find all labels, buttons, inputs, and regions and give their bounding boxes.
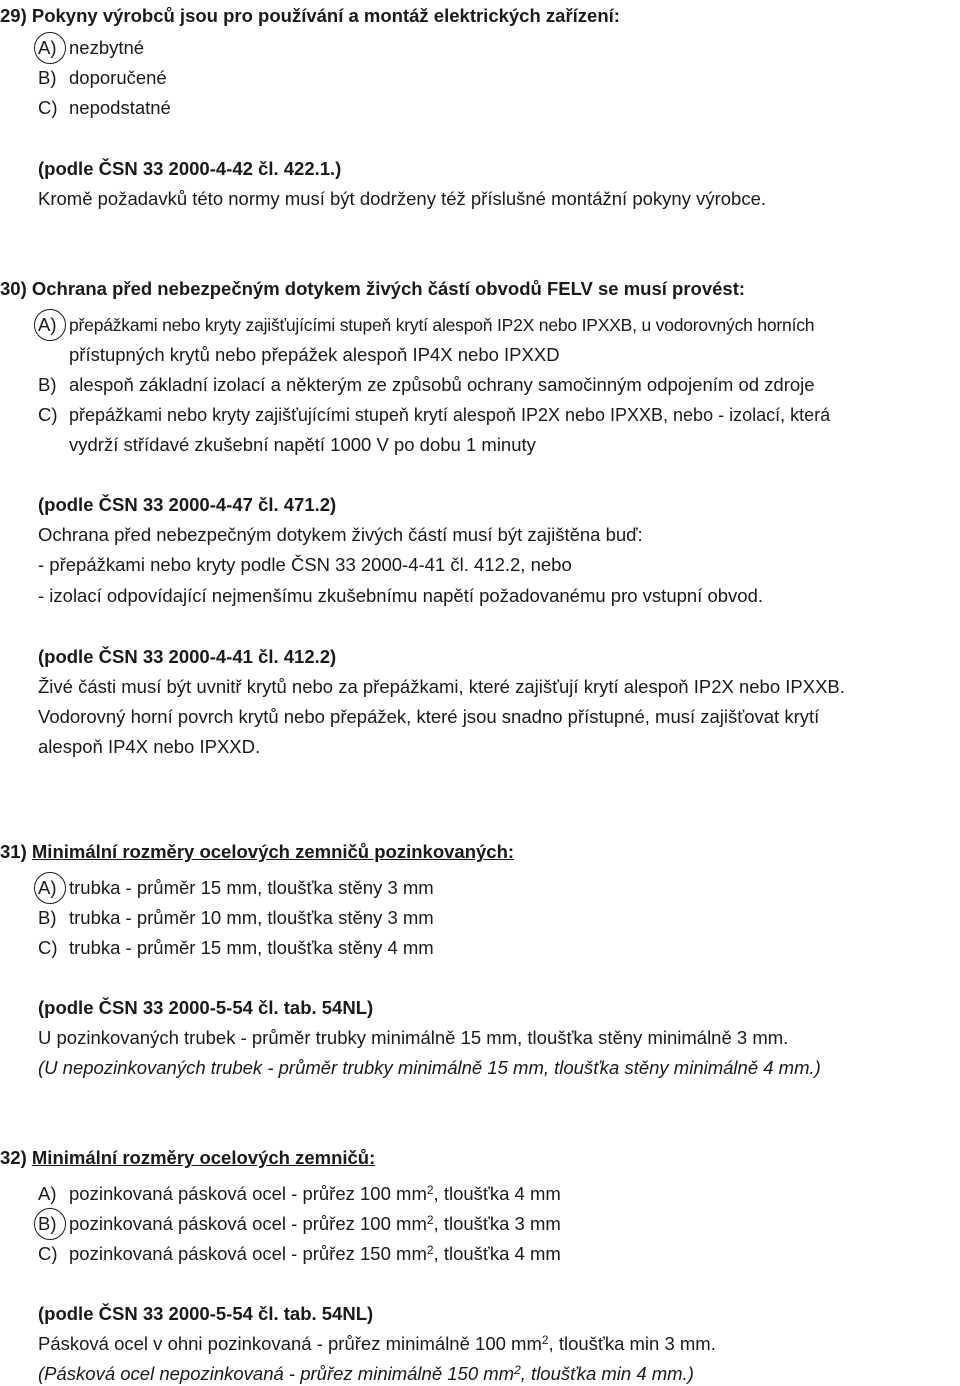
q29-reference: (podle ČSN 33 2000-4-42 čl. 422.1.) <box>38 158 342 179</box>
option-text: trubka - průměr 10 mm, tloušťka stěny 3 mm <box>69 907 434 928</box>
option-letter: A) <box>38 877 57 898</box>
superscript: 2 <box>426 1183 434 1197</box>
option-text-rest: , tloušťka 3 mm <box>433 1213 561 1234</box>
option-text: přepážkami nebo kryty zajišťujícími stupeň krytí alespoň IP2X nebo IPXXB, u vodorovných horních <box>69 315 815 335</box>
q30-explanation-1-line: - izolací odpovídající nejmenšímu zkušebnímu napětí požadovanému pro vstupní obvod. <box>38 585 764 606</box>
option-letter: C) <box>38 937 58 958</box>
option-text: trubka - průměr 15 mm, tloušťka stěny 4 mm <box>69 937 434 958</box>
q30-explanation-2-line: alespoň IP4X nebo IPXXD. <box>38 736 261 757</box>
q31-title-text: Minimální rozměry ocelových zemničů pozinkovaných: <box>31 841 515 862</box>
q31-note: (U nepozinkovaných trubek - průměr trubky minimálně 15 mm, tloušťka stěny minimálně 4 mm.) <box>38 1057 821 1078</box>
q30-reference-2: (podle ČSN 33 2000-4-41 čl. 412.2) <box>38 646 337 667</box>
q30-explanation-1-line: - přepážkami nebo kryty podle ČSN 33 2000-4-41 čl. 412.2, nebo <box>38 554 572 575</box>
option-text: alespoň základní izolací a některým ze způsobů ochrany samočinným odpojením od zdroje <box>69 374 815 395</box>
option-letter: B) <box>38 907 57 928</box>
option-text-rest: , tloušťka 4 mm <box>433 1243 561 1264</box>
q32-note <box>38 1362 694 1386</box>
option-text: přepážkami nebo kryty zajišťujícími stupeň krytí alespoň IP2X nebo IPXXB, nebo - izolací, která <box>69 405 831 425</box>
option-text-cont: přístupných krytů nebo přepážek alespoň IP4X nebo IPXXD <box>69 344 560 365</box>
option-text-main: pozinkovaná pásková ocel - průřez 150 mm <box>69 1243 427 1264</box>
option-letter: C) <box>38 97 58 118</box>
superscript: 2 <box>426 1213 434 1227</box>
q32-explanation <box>38 1332 716 1356</box>
option-text: doporučené <box>69 67 167 88</box>
option-text <box>69 1242 561 1266</box>
option-letter: A) <box>38 1183 57 1204</box>
q30-explanation-2-line: Živé části musí být uvnitř krytů nebo za přepážkami, které zajišťují krytí alespoň IP2X nebo IPXXB. <box>38 676 845 697</box>
q30-explanation-1-line: Ochrana před nebezpečným dotykem živých částí musí být zajištěna buď: <box>38 524 643 545</box>
explanation-text-rest: , tloušťka min 3 mm. <box>548 1333 716 1354</box>
note-text: (Pásková ocel nepozinkovaná - průřez minimálně 150 mm <box>38 1363 515 1384</box>
q31-reference: (podle ČSN 33 2000-5-54 čl. tab. 54NL) <box>38 997 374 1018</box>
q30-explanation-2-line: Vodorovný horní povrch krytů nebo přepážek, které jsou snadno přístupné, musí zajišťovat krytí <box>38 706 820 727</box>
q29-explanation: Kromě požadavků této normy musí být dodrženy též příslušné montážní pokyny výrobce. <box>38 188 767 209</box>
option-text: nezbytné <box>69 37 145 58</box>
option-text <box>69 1212 561 1236</box>
option-letter: B) <box>38 67 57 88</box>
option-text-main: pozinkovaná pásková ocel - průřez 100 mm <box>69 1183 427 1204</box>
option-letter: A) <box>38 314 57 335</box>
q31-number: 31) <box>0 841 27 862</box>
note-text-rest: , tloušťka min 4 mm.) <box>520 1363 694 1384</box>
q32-title-text: Minimální rozměry ocelových zemničů: <box>31 1147 376 1168</box>
q31-explanation: U pozinkovaných trubek - průměr trubky minimálně 15 mm, tloušťka stěny minimálně 3 mm. <box>38 1027 789 1048</box>
option-text-rest: , tloušťka 4 mm <box>433 1183 561 1204</box>
option-text: nepodstatné <box>69 97 171 118</box>
q30-title: 30) Ochrana před nebezpečným dotykem živých částí obvodů FELV se musí provést: <box>0 278 746 299</box>
option-letter: C) <box>38 1243 58 1264</box>
option-letter: C) <box>38 404 58 425</box>
superscript: 2 <box>514 1363 521 1377</box>
q32-number: 32) <box>0 1147 27 1168</box>
q30-reference-1: (podle ČSN 33 2000-4-47 čl. 471.2) <box>38 494 337 515</box>
option-letter: B) <box>38 374 57 395</box>
option-text-cont: vydrží střídavé zkušební napětí 1000 V po dobu 1 minuty <box>69 434 536 455</box>
option-text: trubka - průměr 15 mm, tloušťka stěny 3 mm <box>69 877 434 898</box>
option-text-main: pozinkovaná pásková ocel - průřez 100 mm <box>69 1213 427 1234</box>
option-letter: A) <box>38 37 57 58</box>
q29-title: 29) Pokyny výrobců jsou pro používání a montáž elektrických zařízení: <box>0 5 620 26</box>
explanation-text: Pásková ocel v ohni pozinkovaná - průřez minimálně 100 mm <box>38 1333 542 1354</box>
q31-title <box>0 840 514 864</box>
option-letter: B) <box>38 1213 57 1234</box>
q32-reference: (podle ČSN 33 2000-5-54 čl. tab. 54NL) <box>38 1303 374 1324</box>
superscript: 2 <box>426 1243 434 1257</box>
option-text <box>69 1182 561 1206</box>
q32-title <box>0 1146 375 1170</box>
superscript: 2 <box>541 1333 549 1347</box>
